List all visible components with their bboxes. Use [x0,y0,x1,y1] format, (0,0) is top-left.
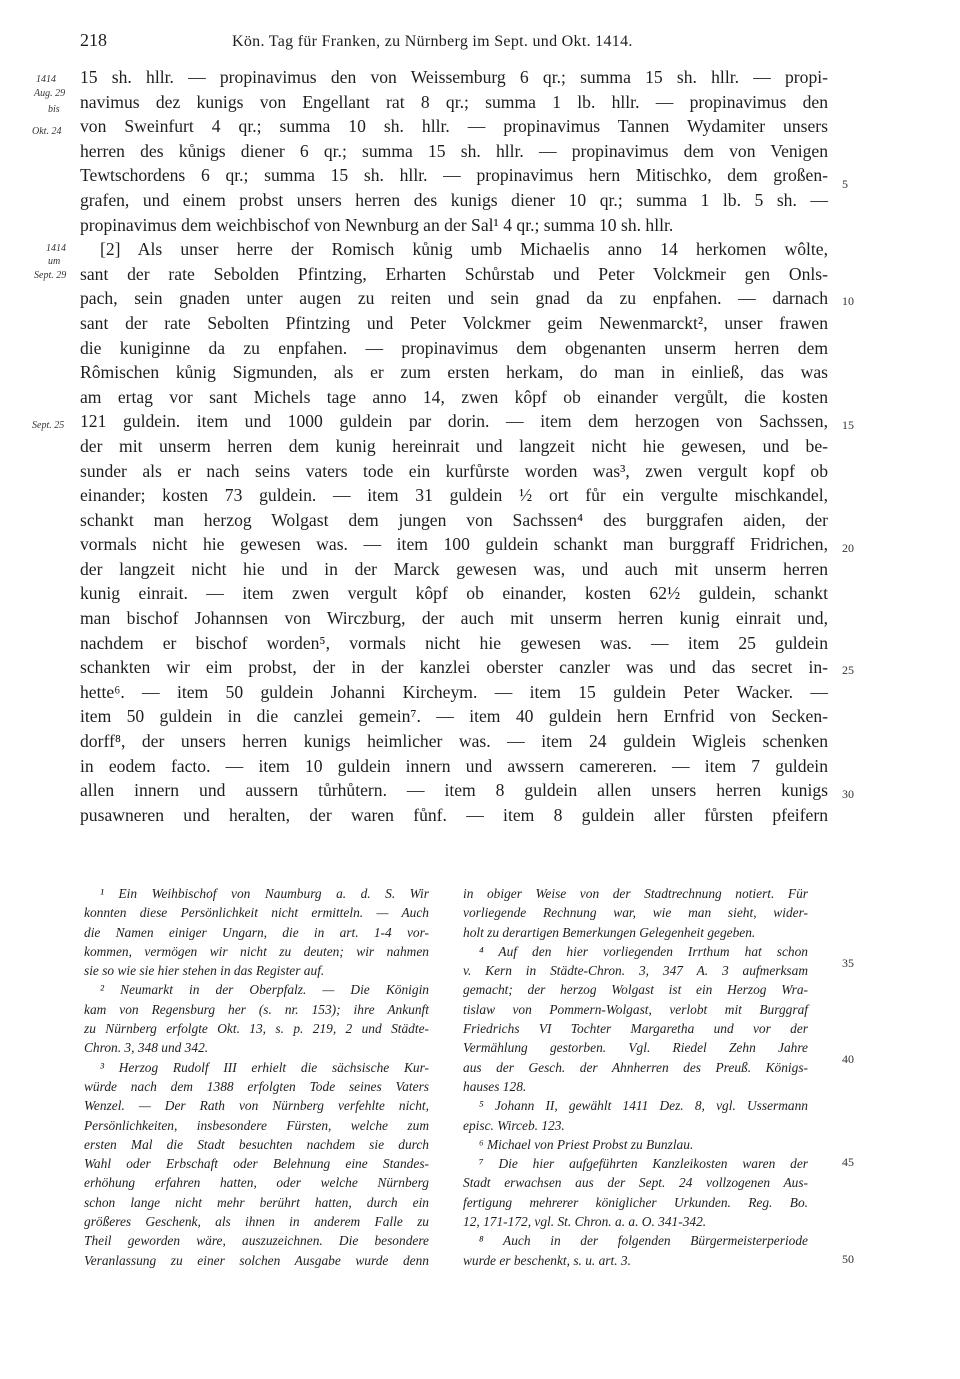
footnote-line: ⁷ Die hier aufgeführten Kanzleikosten waren der [479,1156,808,1172]
text-line: sunder als er nach seins vaters tode ein kurfůrste worden was³, zwen vergult kopf ob [80,460,828,481]
line-number: 40 [842,1052,854,1066]
footnotes-left-column [84,884,429,1270]
text-line: schankten wir eim probst, der in der kanzlei oberster canzler was und das secret in- [80,657,828,678]
text-line: in eodem facto. — item 10 guldein innern und awssern camereren. — item 7 guldein [80,755,828,776]
footnote-line: kam von Regensburg her (s. nr. 153); ihre Ankunft [84,1001,429,1017]
footnote-line: vorliegende Rechnung war, wie man sieht, wider- [463,905,808,921]
footnote-line: ² Neumarkt in der Oberpfalz. — Die Königin [100,982,429,998]
footnote-line: konnten diese Persönlichkeit nicht ermitteln. — Auch [84,905,429,921]
line-number: 5 [842,177,848,191]
footnote-line: kommen, vermögen wir nicht zu deuten; wir nahmen [84,943,429,959]
line-number: 30 [842,787,854,801]
text-line: vormals nicht hie gewesen was. — item 100 guldein schankt man burggraff Fridrichen, [80,534,828,555]
footnote-line: Persönlichkeiten, insbesondere Fürsten, welche zum [84,1117,429,1133]
footnote-line: in obiger Weise von der Stadtrechnung notiert. Für [463,886,808,901]
text-line: schankt man herzog Wolgast dem jungen von Sachssen⁴ des burggrafen aiden, der [80,509,828,530]
text-line: sant der rate Sebolten Pfintzing und Peter Volckmer geim Newenmarckt², unser frawen [80,312,828,333]
footnote-line: fertigung mehrerer königlicher Urkunden. Reg. Bo. [463,1194,808,1210]
text-line: pach, sein gnaden unter augen zu reiten und sein gnad da zu enpfahen. — darnach [80,288,828,309]
text-line: 15 sh. hllr. — propinavimus den von Weissemburg 6 qr.; summa 15 sh. hllr. — propi- [80,67,828,87]
footnote-line: Wahl oder Erbschaft oder Belehnung eine Standes- [84,1156,429,1172]
text-line: kunig einrait. — item zwen vergult kôpf ob einander, kosten 62½ guldein, schankt [80,583,828,604]
text-line: herren des kůnigs diener 6 qr.; summa 15 sh. hllr. — propinavimus dem von Venigen [80,140,828,161]
text-line: item 50 guldein in die canzlei gemein⁷. — item 40 guldein hern Ernfrid von Secken- [80,706,828,727]
footnote-line: holt zu derartigen Bemerkungen Gelegenheit gegeben. [463,924,756,940]
text-line: einander; kosten 73 guldein. — item 31 guldein ½ ort fůr ein vergulte mischkandel, [80,485,828,506]
footnote-line: ersten Mal die Stadt besuchten nachdem sie durch [84,1136,429,1152]
text-line: navimus dez kunigs von Engellant rat 8 qr.; summa 1 lb. hllr. — propinavimus den [80,91,828,112]
footnotes-right-column [463,884,808,1270]
text-line: 121 guldein. item und 1000 guldein par dorin. — item dem herzogen von Sachssen, [80,411,828,432]
footnote-line: gemacht; der herzog Wolgast ist ein Herzog Wra- [463,982,808,998]
footnote-line: die Namen einiger Ungarn, die in art. 1-4 vor- [84,924,429,940]
text-line: nachdem er bischof worden⁵, vormals nicht hie gewesen was. — item 25 guldein [80,632,828,653]
text-line: Rômischen kůnig Sigmunden, als er zum ersten herkam, do man in einließ, das was [80,362,828,383]
text-line: allen innern und aussern tůrhůtern. — item 8 guldein allen unsers herren kunigs [80,780,828,801]
footnote-line: sie so wie sie hier stehen in das Register auf. [84,963,325,979]
text-line: am ertag vor sant Michels tage anno 14, zwen kôpf ob einander vergůlt, die kosten [80,386,828,407]
text-line: die kuniginne da zu enpfahen. — propinavimus dem obgenanten unserm herren dem [80,337,828,358]
text-line: von Sweinfurt 4 qr.; summa 10 sh. hllr. — propinavimus Tannen Wydamiter unsers [80,116,828,137]
margin-date: bis [48,104,60,115]
footnote-line: Veranlassung zu einer solchen Ausgabe wurde denn [84,1252,429,1268]
footnote-line: Stadt erwachsen aus der Sept. 24 vollzogenen Aus- [463,1175,808,1191]
footnote-line: ⁴ Auf den hier vorliegenden Irrthum hat schon [479,943,808,959]
line-number: 25 [842,663,854,677]
text-line: [2] Als unser herre der Romisch kůnig umb Michaelis anno 14 herkomen wôlte, [100,239,828,260]
footnote-line: wurde er beschenkt, s. u. art. 3. [463,1252,631,1268]
footnote-line: zu Nürnberg erfolgte Okt. 13, s. p. 219, 2 und Städte- [84,1021,429,1037]
margin-date: Sept. 25 [32,420,65,431]
footnote-line: ³ Herzog Rudolf III erhielt die sächsische Kur- [100,1059,429,1075]
line-number: 45 [842,1155,854,1169]
footnote-line: Wenzel. — Der Rath von Nürnberg verfehlte nicht, [84,1098,429,1114]
text-line: propinavimus dem weichbischof von Newnburg an der Sal¹ 4 qr.; summa 10 sh. hllr. [80,214,674,235]
text-line: der langzeit nicht hie und in der Marck gewesen was, und auch mit unserm herren [80,558,828,579]
text-line: pusawneren und heralten, der waren fůnf. — item 8 guldein aller fůrsten pfeifern [80,804,828,825]
footnote-line: ⁵ Johann II, gewählt 1411 Dez. 8, vgl. Ussermann [479,1098,808,1114]
margin-date: 1414 [46,243,66,254]
line-number: 50 [842,1252,854,1266]
text-line: grafen, und einem probst unsers herren des kunigs diener 10 qr.; summa 1 lb. 5 sh. — [80,189,828,210]
text-line: man bischof Johannsen von Wirczburg, der auch mit unserm herren kunig einrait und, [80,608,828,629]
page-number: 218 [80,30,107,50]
line-number: 10 [842,294,854,308]
footnote-line: erhöhung erfahren hatten, oder welche Nürnberg [84,1175,429,1191]
footnote-line: ¹ Ein Weihbischof von Naumburg a. d. S. Wir [100,886,429,901]
footnote-line: Theil geworden wäre, auszuzeichnen. Die besondere [84,1233,429,1249]
text-line: sant der rate Sebolden Pfintzing, Erharten Schůrstab und Peter Volckmeir gen Onls- [80,263,828,284]
footnote-line: hauses 128. [463,1078,527,1094]
text-line: der mit unserm herren dem kunig hereinrait und langzeit nicht hie gewesen, und be- [80,435,828,456]
footnote-line: Chron. 3, 348 und 342. [84,1040,209,1056]
text-line: dorff⁸, der unsers herren kunigs heimlicher was. — item 24 guldein Wigleis schenken [80,731,828,752]
running-head: Kön. Tag für Franken, zu Nürnberg im Sept. und Okt. 1414. [232,33,633,50]
margin-date: Okt. 24 [32,126,62,137]
text-line: hette⁶. — item 50 guldein Johanni Kircheym. — item 15 guldein Peter Wacker. — [80,681,828,702]
margin-date: Sept. 29 [34,270,67,281]
footnote-line: 12, 171-172, vgl. St. Chron. a. a. O. 341-342. [463,1214,707,1230]
footnote-line: ⁸ Auch in der folgenden Bürgermeisterperiode [479,1233,808,1249]
text-line: Tewtschordens 6 qr.; summa 15 sh. hllr. — propinavimus hern Mitischko, dem großen- [80,165,828,186]
footnote-line: aus der Gesch. der Ahnherren des Preuß. Königs- [463,1059,808,1075]
line-number: 15 [842,418,854,432]
margin-date: Aug. 29 [34,88,66,99]
line-number: 20 [842,541,854,555]
footnote-line: Vermählung gestorben. Vgl. Riedel Zehn Jahre [463,1040,808,1056]
line-number: 35 [842,956,854,970]
footnote-line: episc. Wirceb. 123. [463,1117,565,1133]
footnote-line: würde nach dem 1388 erfolgten Tode seines Vaters [84,1078,429,1094]
main-text [80,65,828,827]
margin-date: 1414 [36,74,56,85]
footnote-line: größeres Geschenk, als ihnen in anderem Falle zu [84,1214,429,1230]
footnote-line: schon lange nicht mehr berührt hatten, durch ein [84,1194,429,1210]
footnote-line: v. Kern in Städte-Chron. 3, 347 A. 3 aufmerksam [463,963,808,979]
footnote-line: ⁶ Michael von Priest Probst zu Bunzlau. [479,1136,694,1152]
margin-date: um [48,256,61,267]
footnote-line: tislaw von Pommern-Wolgast, verlobt mit Burggraf [463,1001,808,1017]
footnote-line: Friedrichs VI Tochter Margaretha und vor der [463,1021,808,1037]
